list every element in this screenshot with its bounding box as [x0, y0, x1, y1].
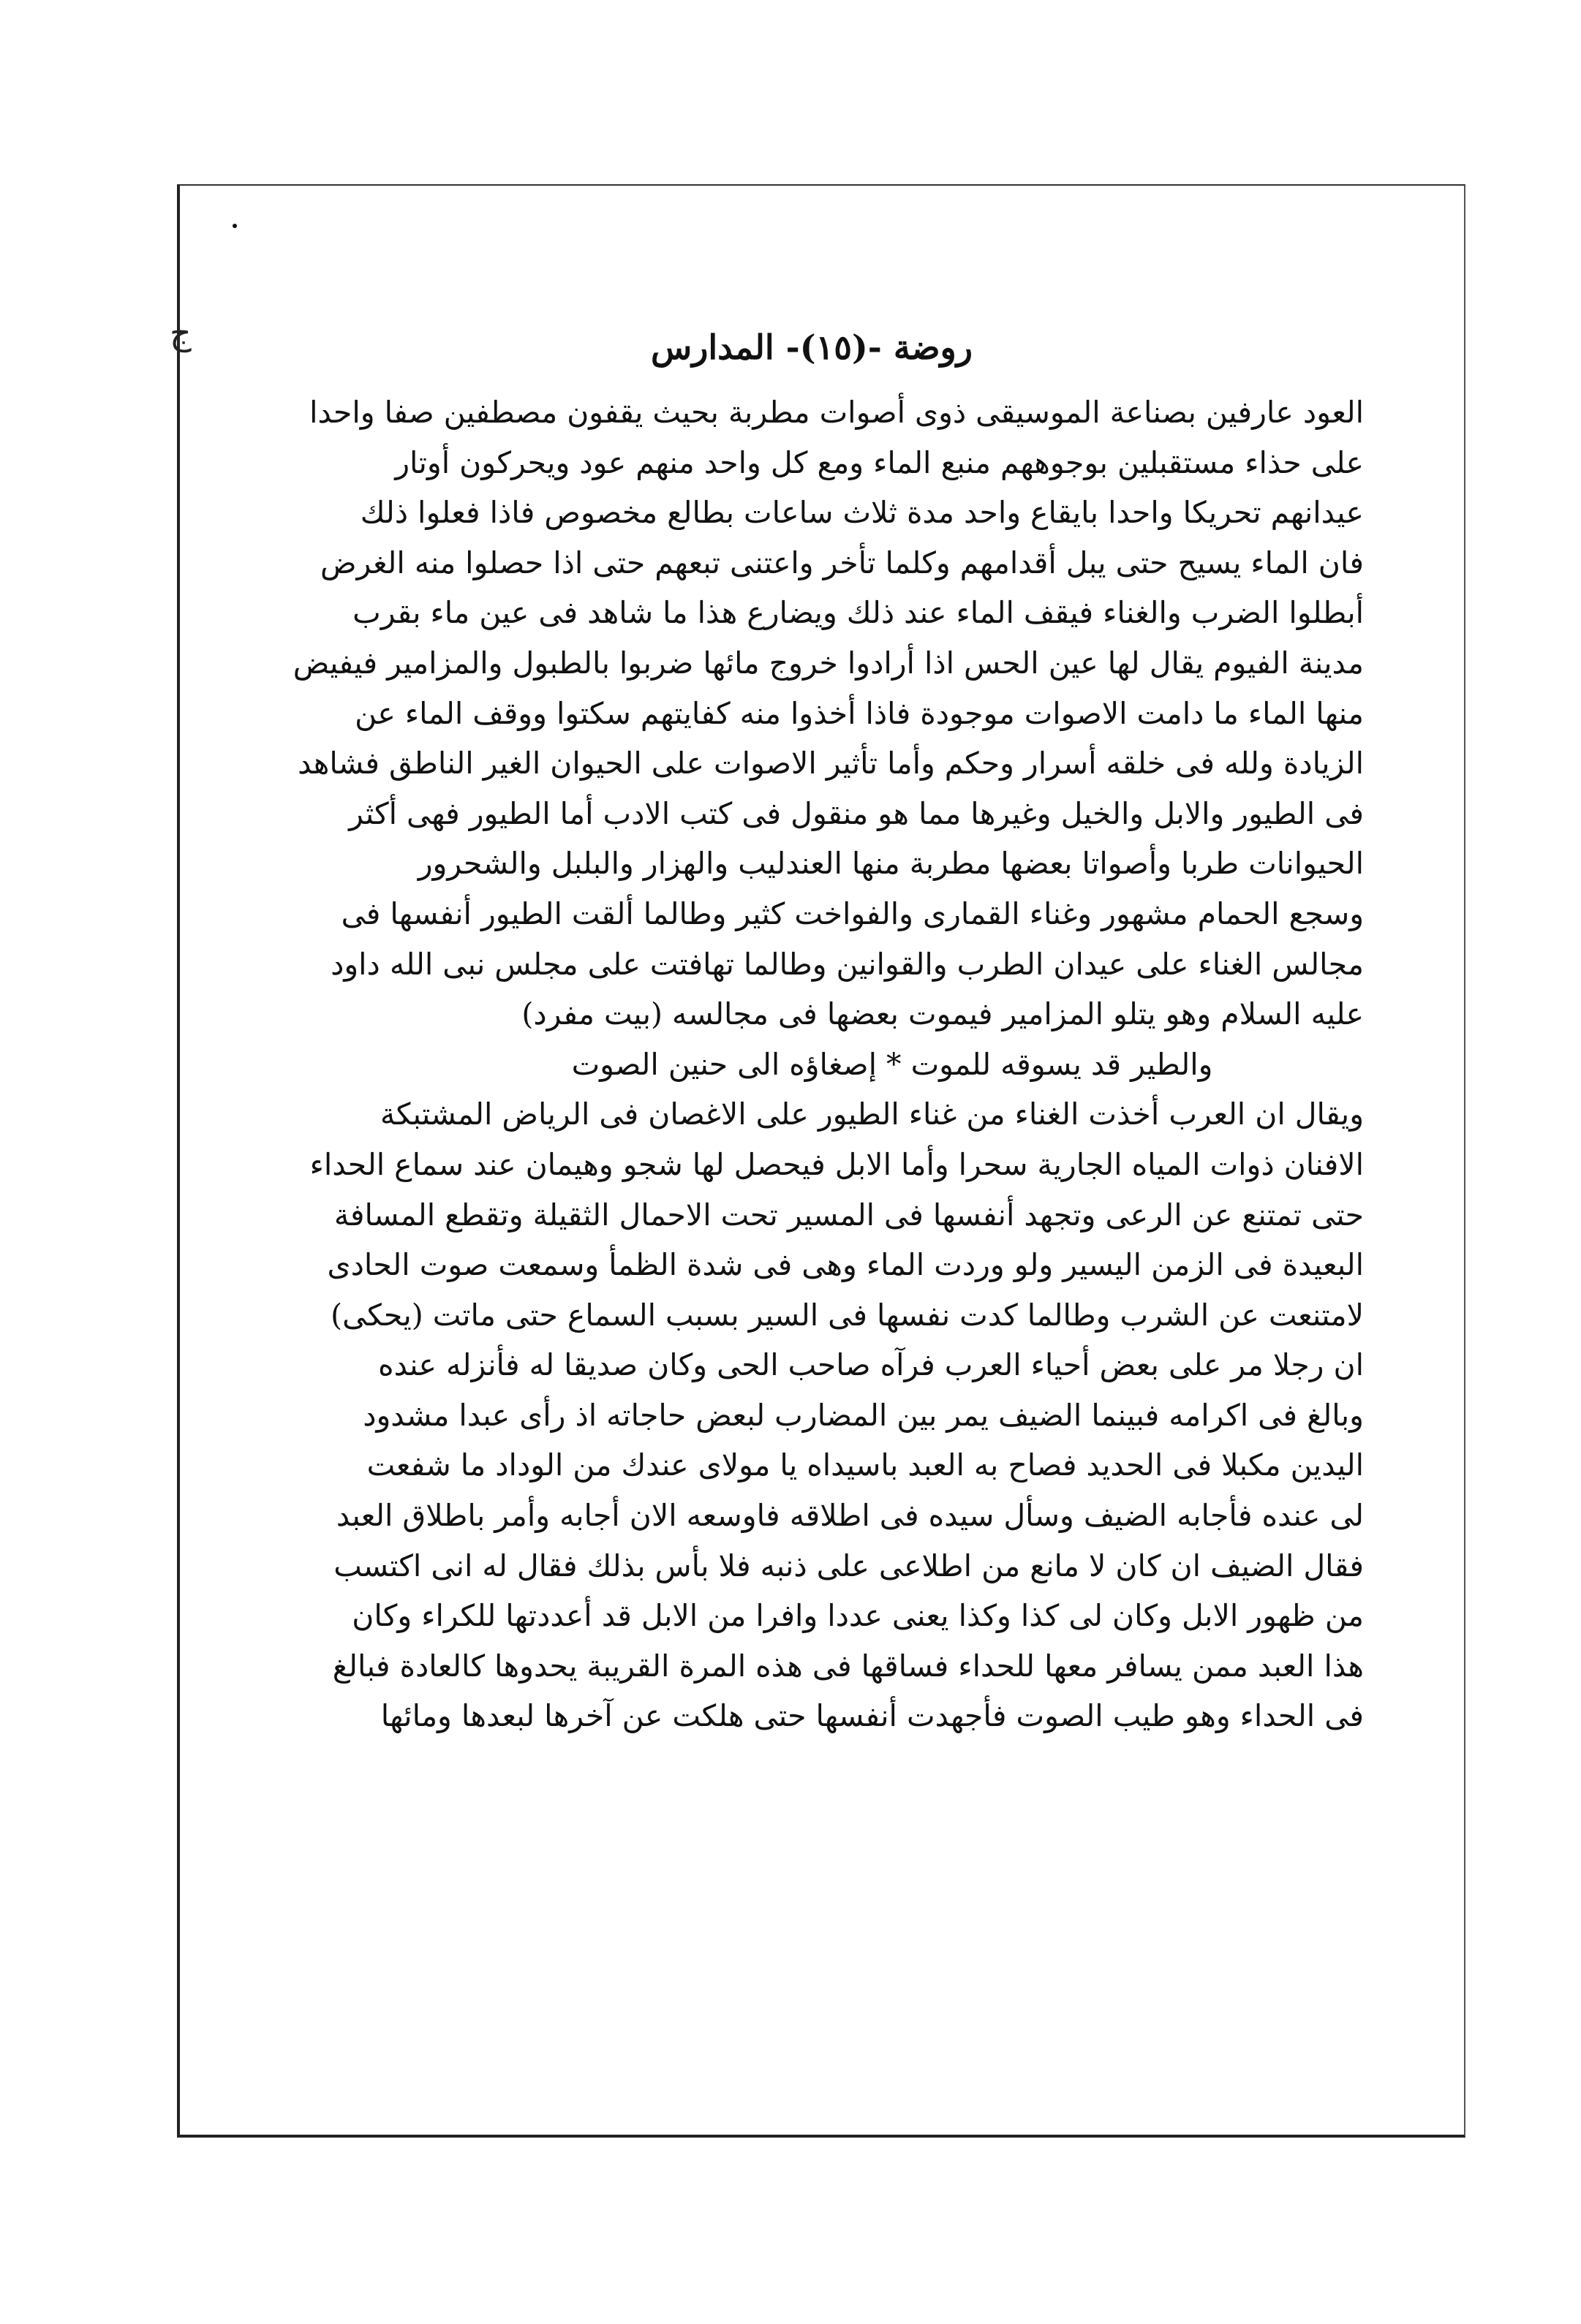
text-line: على حذاء مستقبلين بوجوههم منبع الماء ومع كل واحد منهم عود ويحركون أوتار	[395, 444, 1364, 480]
ink-speck	[233, 224, 237, 228]
text-line: الزيادة ولله فى خلقه أسرار وحكم وأما تأثير الاصوات على الحيوان الغير الناطق فشاهد	[298, 746, 1364, 781]
text-line: فى الحداء وهو طيب الصوت فأجهدت أنفسها حتى هلكت عن آخرها لبعدها ومائها	[380, 1698, 1364, 1734]
text-line: وسجع الحمام مشهور وغناء القمارى والفواخت كثير وطالما ألقت الطيور أنفسها فى	[341, 896, 1364, 931]
text-line: هذا العبد ممن يسافر معها للحداء فساقها فى هذه المرة القريبة يحدوها كالعادة فبالغ	[332, 1648, 1364, 1684]
text-line: البعيدة فى الزمن اليسير ولو وردت الماء وهى فى شدة الظمأ وسمعت صوت الحادى	[327, 1247, 1364, 1283]
text-line: الحيوانات طربا وأصواتا بعضها مطربة منها العندليب والهزار والبلبل والشحرور	[418, 846, 1364, 882]
margin-mark: ج	[170, 313, 192, 352]
text-line: لى عنده فأجابه الضيف وسأل سيده فى اطلاقه فاوسعه الان أجابه وأمر باطلاق العبد	[336, 1498, 1364, 1534]
text-line: لامتنعت عن الشرب وطالما كدت نفسها فى السير بسبب السماع حتى ماتت (يحكى)	[331, 1297, 1364, 1333]
text-line: مدينة الفيوم يقال لها عين الحس اذا أرادوا خروج مائها ضربوا بالطبول والمزامير فيفيض	[293, 645, 1364, 681]
text-line: فان الماء يسيح حتى يبل أقدامهم وكلما تأخر واعتنى تبعهم حتى اذا حصلوا منه الغرض	[320, 545, 1364, 580]
text-line: فى الطيور والابل والخيل وغيرها مما هو منقول فى كتب الادب أما الطيور فهى أكثر	[349, 795, 1364, 831]
body-text	[293, 387, 1364, 1741]
text-line: ان رجلا مر على بعض أحياء العرب فرآه صاحب الحى وكان صديقا له فأنزله عنده	[378, 1347, 1364, 1383]
text-line: ويقال ان العرب أخذت الغناء من غناء الطيور على الاغصان فى الرياض المشتبكة	[380, 1097, 1364, 1132]
text-line: من ظهور الابل وكان لى كذا وكذا يعنى عددا وافرا من الابل قد أعددتها للكراء وكان	[352, 1598, 1364, 1634]
text-line: مجالس الغناء على عيدان الطرب والقوانين وطالما تهافتت على مجلس نبى الله داود	[331, 946, 1364, 982]
text-line: العود عارفين بصناعة الموسيقى ذوى أصوات مطربة بحيث يقفون مصطفين صفا واحدا	[309, 395, 1364, 430]
text-line: اليدين مكبلا فى الحديد فصاح به العبد باسيداه يا مولاى عندك من الوداد ما شفعت	[366, 1447, 1364, 1483]
text-line: الافنان ذوات المياه الجارية سحرا وأما الابل فيحصل لها شجو وهيمان عند سماع الحداء	[309, 1146, 1364, 1182]
text-line: منها الماء ما دامت الاصوات موجودة فاذا أخذوا منه كفايتهم سكتوا ووقف الماء عن	[355, 695, 1364, 731]
poem-verse: والطير قد يسوقه للموت * إصغاؤه الى حنين الصوت	[571, 1046, 1213, 1082]
page-header: روضة -(١٥)- المدارس	[650, 328, 973, 367]
text-line: فقال الضيف ان كان لا مانع من اطلاعى على ذنبه فلا بأس بذلك فقال له انى اكتسب	[333, 1548, 1364, 1583]
text-line: أبطلوا الضرب والغناء فيقف الماء عند ذلك ويضارع هذا ما شاهد فى عين ماء بقرب	[352, 595, 1364, 631]
text-line: عيدانهم تحريكا واحدا بايقاع واحد مدة ثلاث ساعات بطالع مخصوص فاذا فعلوا ذلك	[360, 495, 1364, 531]
text-line: عليه السلام وهو يتلو المزامير فيموت بعضها فى مجالسه (بيت مفرد)	[521, 996, 1364, 1032]
text-line: حتى تمتنع عن الرعى وتجهد أنفسها فى المسير تحت الاحمال الثقيلة وتقطع المسافة	[333, 1197, 1364, 1233]
text-line: وبالغ فى اكرامه فبينما الضيف يمر بين المضارب لبعض حاجاته اذ رأى عبدا مشدود	[363, 1397, 1364, 1433]
